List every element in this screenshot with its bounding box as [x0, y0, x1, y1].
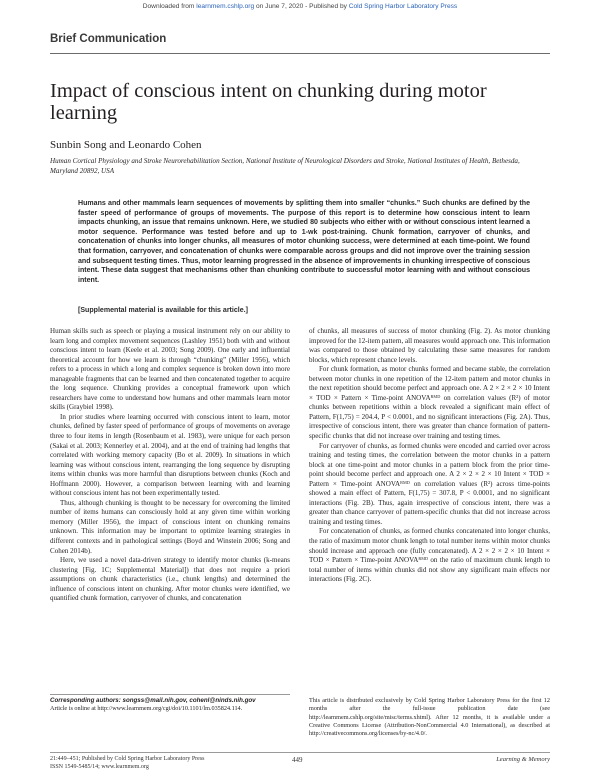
banner-site-link[interactable]: learnmem.cshlp.org	[196, 3, 255, 10]
page-number: 449	[292, 756, 303, 764]
paragraph: of chunks, all measures of success of motor chunking (Fig. 2). As motor chunking improved for the 12-item pattern, all measures would approach one. This information was compared to those obtained by calculating these same measures for random blocks, which represent chance levels.	[309, 327, 550, 364]
journal-name: Learning & Memory	[496, 756, 550, 763]
section-label: Brief Communication	[50, 33, 167, 45]
paragraph: Human skills such as speech or playing a musical instrument rely on our ability to learn long and complex movement sequences (Lashley 1951) both with and without conscious intent to learn (Keele et al. 2003; Song 2009). One early and influential theoretical account for how we learn is through “chunking” (Miller 1956), which refers to a process in which a long and complex sequence is broken down into more manageable fragments that can be learned and then concatenated together to acquire the long sequence. Chunking provides a conceptual framework upon which researchers have come to understand how humans and other mammals learn motor skills (Graybiel 1998).	[50, 327, 290, 412]
paragraph: Thus, although chunking is thought to be necessary for overcoming the limited number of items humans can consciously hold at any given time within working memory (Miller 1956), the impact of conscious intent on chunking remains unknown. This information may be important to optimize learning strategies in different contexts and in pathological settings (Boyd and Winstein 2006; Song and Cohen 2014b).	[50, 498, 290, 555]
body-column-left	[50, 327, 290, 604]
corresponding-authors[interactable]: Corresponding authors: songss@mail.nih.gov, cohenl@ninds.nih.gov	[50, 697, 256, 704]
author-list: Sunbin Song and Leonardo Cohen	[50, 139, 202, 151]
footer-citation	[50, 756, 205, 771]
paragraph: For chunk formation, as motor chunks formed and became stable, the correlation between motor chunks in one repetition of the 12-item pattern and motor chunks in the next repetition should become perfect and approach one. A 2 × 2 × 2 × 10 Intent × TOD × Pattern × Time-point ANOVAᴿᴹᴰ on correlation values (R²) of motor chunks between repetitions within a block revealed a significant main effect of Pattern, F(1,75) = 204.4, P < 0.0001, and no significant interactions (Fig. 2A). Thus, irrespective of conscious intent, there was greater than chance formation of pattern-specific chunks that did not increase over training and testing times.	[309, 365, 550, 441]
body-column-right	[309, 327, 550, 585]
article-url[interactable]: Article is online at http://www.learnmem.org/cgi/doi/10.1101/lm.035824.114.	[50, 705, 243, 713]
paragraph: For concatenation of chunks, as formed chunks concatenated into longer chunks, the ratio of maximum motor chunk length to total number items within motor chunks should increase and approach one (fully concatenated). A 2 × 2 × 2 × 10 Intent × TOD × Pattern × Time-point ANOVAᴿᴹᴰ on the ratio of maximum chunk length to total number of items within chunks did not show any significant main effects nor interactions (Fig. 2C).	[309, 527, 550, 584]
paragraph: In prior studies where learning occurred with conscious intent to learn, motor chunks, defined by faster speed of performance of groups of movements on average three to four items in length (Rosenbaum et al. 1983), were unique for each person (Sakai et al. 2003; Kennerley et al. 2004), and at the end of training had lengths that correlated with working memory capacity (Bo et al. 2009). In situations in which learning was without conscious intent, rearranging the long sequence by disrupting items within chunks was more harmful than disruptions between chunks (Koch and Hoffmann 2000). However, a comparison between learning with and learning without conscious intent has not been experimentally tested.	[50, 412, 290, 498]
license-note: This article is distributed exclusively by Cold Spring Harbor Laboratory Press for the first 12 months after the full-issue publication date (see http://learnmem.cshlp.org/site/misc/terms.xhtml). After 12 months, it is available under a Creative Commons License (Attribution-NonCommercial 4.0 International), as described at http://creativecommons.org/licenses/by-nc/4.0/.	[309, 697, 550, 738]
header-divider	[50, 53, 550, 54]
abstract: Humans and other mammals learn sequences of movements by splitting them into smaller “chunks.” Such chunks are defined by the faster speed of performance of groups of movements. The purpose of this report is to determine how conscious intent to learn impacts chunking, an issue that remains unknown. Here, we studied 80 subjects who either with or without conscious intent learned a motor sequence. Performance was tested before and up to 1-wk post-training. Chunk formation, carryover of chunks, and concatenation of chunks into longer chunks, all measures of motor chunking success, were determined at each time-point. We found that formation, carryover, and concatenation of chunks were comparable across groups and did not improve over the training session and subsequent testing times. Thus, motor learning progressed in the absence of improvements in chunking irrespective of conscious intent. These data suggest that mechanisms other than chunking contribute to successful motor learning with and without conscious intent.	[78, 200, 530, 284]
correspondence-note	[50, 697, 290, 714]
paragraph: For carryover of chunks, as formed chunks were encoded and carried over across training and testing times, the correlation between the motor chunks in a pattern block at one time-point and motor chunks in a pattern block from the prior time-point should become perfect and approach one. A 2 × 2 × 2 × 10 Intent × TOD × Pattern × Time-point ANOVAᴿᴹᴰ on correlation values (R²) across time-points showed a main effect of Pattern, F(1,75) = 307.8, P < 0.0001, and no significant interactions (Fig. 2B). Thus, again irrespective of conscious intent, there was a greater than chance carryover of pattern-specific chunks that did not increase across training and testing times.	[309, 441, 550, 526]
banner-publisher-link[interactable]: Cold Spring Harbor Laboratory Press	[348, 3, 458, 10]
citation-line: 21:449–451; Published by Cold Spring Harbor Laboratory Press	[50, 756, 205, 762]
banner-middle: on June 7, 2020 - Published by	[254, 3, 349, 10]
paragraph: Here, we used a novel data-driven strategy to identify motor chunks (k-means clustering [Fig. 1C; Supplemental Material]) that does not require a priori assumptions on chunk characteristics (i.e., chunk lengths) and determined the influence of conscious intent on chunking. After motor chunks were identified, we quantified chunk formation, carryover of chunks, and concatenation	[50, 556, 290, 603]
article-title: Impact of conscious intent on chunking during motor learning	[50, 80, 487, 124]
affiliation: Human Cortical Physiology and Stroke Neurorehabilitation Section, National Institute of Neurological Disorders and Stroke, National Institutes of Health, Bethesda, Maryland 20892, USA	[50, 157, 520, 176]
download-banner	[0, 3, 600, 10]
issn-line: ISSN 1549-5485/14; www.learnmem.org	[50, 763, 149, 770]
supplemental-note: [Supplemental material is available for this article.]	[78, 307, 248, 314]
footer-divider	[50, 752, 550, 753]
banner-prefix: Downloaded from	[142, 3, 197, 10]
footnote-divider	[50, 694, 290, 695]
